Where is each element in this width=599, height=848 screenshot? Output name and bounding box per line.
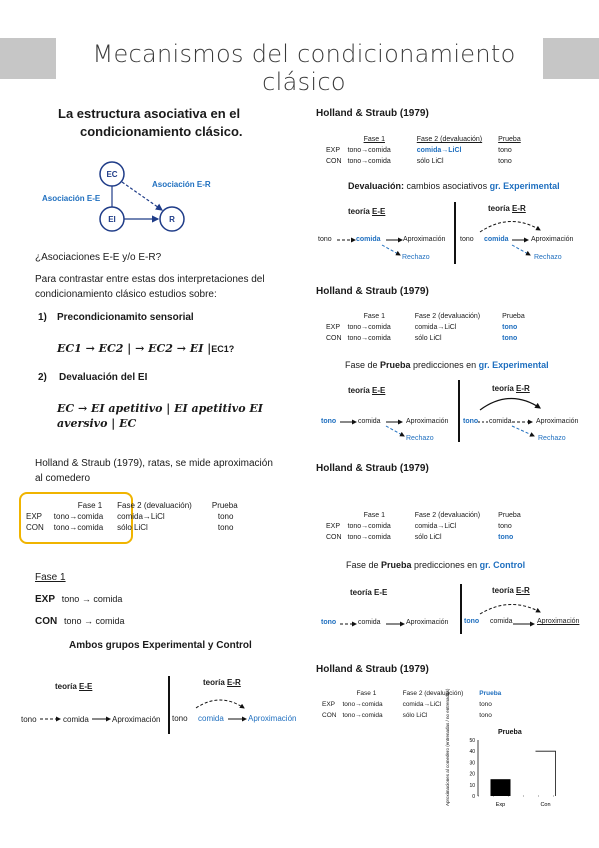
- chart-category-label: Con: [540, 802, 551, 808]
- table-header-prueba: Prueba: [479, 690, 502, 697]
- table-header-fase1: Fase 1: [363, 136, 385, 143]
- section-title-line-1: La estructura asociativa en el: [58, 106, 241, 121]
- table-cell: EXP: [326, 523, 341, 530]
- table-cell: CON: [326, 335, 342, 342]
- block2-rechazo-2: Rechazo: [538, 435, 566, 442]
- table-cell: comida→LiCl: [402, 701, 442, 708]
- table-cell: tono→comida: [342, 712, 383, 719]
- chart-category-label: Exp: [495, 802, 506, 808]
- block1-tono: tono: [318, 236, 332, 243]
- block2-aprox: Aproximación: [406, 418, 449, 425]
- table-cell: CON: [326, 534, 342, 541]
- header-bar-right: [543, 38, 599, 79]
- table-cell: tono→comida: [347, 335, 391, 342]
- table-cell: comida→LiCl: [117, 512, 165, 521]
- table-header-fase2: Fase 2 (devaluación): [416, 136, 483, 143]
- block3-title: Holland & Straub (1979): [316, 463, 429, 474]
- table-cell: sólo LiCl: [414, 335, 442, 342]
- block1-table: [326, 134, 527, 167]
- table-cell: tono→comida: [347, 523, 391, 530]
- theory-er-key: E-R: [227, 678, 241, 687]
- block1-theory-er: teoría E-R: [488, 204, 526, 213]
- paragraph-line-1: Para contrastar entre estas dos interpretaciones del: [35, 274, 265, 285]
- holland-text-line-1: Holland & Straub (1979), ratas, se mide aproximación: [35, 458, 273, 469]
- theory-aprox-2: Aproximación: [248, 714, 297, 723]
- theory-arrows-left: [0, 680, 300, 740]
- table-cell: sólo LiCl: [117, 523, 148, 532]
- block1-theory-ee: teoría E-E: [348, 207, 386, 216]
- table-header-prueba: Prueba: [502, 313, 525, 320]
- block3-tono: tono: [321, 619, 337, 626]
- block2-comida-2: comida: [489, 418, 512, 425]
- ambos-heading: Ambos grupos Experimental y Control: [69, 640, 252, 651]
- theory-comida-2: comida: [198, 714, 224, 723]
- chart-ylabel: Aproximaciones al comedero (entrenadas / no entrenadas): [445, 688, 450, 806]
- block3-aprox-2: Aproximación: [537, 618, 580, 625]
- chart-y-tick: 50: [469, 738, 475, 744]
- header-bar-left: [0, 38, 56, 79]
- table-cell: comida→LiCl: [414, 324, 457, 331]
- formula-1-main: EC1 → EC2 | → EC2 → EI |: [57, 342, 212, 355]
- table-cell: sólo LiCl: [402, 712, 428, 719]
- assoc-ee-label: Asociación E-E: [42, 194, 101, 203]
- table-header-fase2: Fase 2 (devaluación): [402, 690, 464, 697]
- chart-y-tick: 0: [472, 794, 475, 800]
- exp-text: tono → comida: [61, 594, 123, 604]
- table-cell: CON: [322, 712, 337, 719]
- table-header-fase2: Fase 2 (devaluación): [117, 501, 192, 510]
- node-ei-label: EI: [108, 215, 116, 224]
- table-cell: EXP: [326, 324, 341, 331]
- table-header-fase2: Fase 2 (devaluación): [414, 512, 481, 519]
- table-cell: tono: [479, 701, 492, 708]
- chart-bar-con: [536, 751, 556, 796]
- block1-aprox-2: Aproximación: [531, 236, 574, 243]
- table-cell: comida→LiCl: [416, 147, 462, 154]
- table-cell: tono: [498, 534, 514, 541]
- block2-title: Holland & Straub (1979): [316, 286, 429, 297]
- table-cell: tono→comida: [342, 701, 383, 708]
- table-cell: tono→comida: [347, 147, 391, 154]
- paragraph-line-2: condicionamiento clásico estudios sobre:: [35, 289, 217, 300]
- theory-ee-label: teoría E-E: [55, 682, 93, 691]
- table-cell: CON: [326, 158, 342, 165]
- con-line: [35, 616, 125, 627]
- chart-title: Prueba: [498, 729, 522, 736]
- block1-comida-2: comida: [484, 236, 509, 243]
- table-cell: tono: [502, 324, 518, 331]
- table-cell: tono→comida: [53, 523, 104, 532]
- block1-rechazo-2: Rechazo: [534, 254, 562, 261]
- table-cell: CON: [26, 523, 44, 532]
- theory-tono-2: tono: [172, 714, 188, 723]
- table-cell: tono: [498, 523, 512, 530]
- block1-title: Holland & Straub (1979): [316, 108, 429, 119]
- formula-1-suffix: EC1?: [211, 344, 235, 354]
- assoc-er-label: Asociación E-R: [152, 180, 211, 189]
- association-diagram: [30, 158, 270, 238]
- formula-2-line-1: EC → EI apetitivo | EI apetitivo EI: [57, 402, 263, 415]
- block2-comida: comida: [358, 418, 381, 425]
- block3-table: [326, 510, 527, 543]
- block2-aprox-2: Aproximación: [536, 418, 579, 425]
- table-cell: sólo LiCl: [416, 158, 444, 165]
- table-cell: tono: [479, 712, 492, 719]
- table-cell: tono: [498, 158, 512, 165]
- chart-y-tick: 20: [469, 771, 475, 778]
- block2-prueba-heading: Fase de Prueba predicciones en gr. Experimental: [345, 360, 549, 370]
- table-cell: EXP: [326, 147, 341, 154]
- question-text: ¿Asociaciones E-E y/o E-R?: [35, 252, 162, 263]
- table-header-prueba: Prueba: [498, 512, 521, 519]
- block3-arrows: [300, 580, 599, 640]
- table-cell: tono: [217, 523, 234, 532]
- block3-tono-2: tono: [464, 618, 480, 625]
- section-title-line-2: condicionamiento clásico.: [80, 124, 243, 139]
- chart-y-tick: 40: [469, 749, 475, 756]
- exp-line: [35, 594, 122, 605]
- table-header-fase1: Fase 1: [77, 501, 103, 510]
- block4-title: Holland & Straub (1979): [316, 664, 429, 675]
- node-r-label: R: [169, 215, 175, 224]
- list-item-2: Devaluación del EI: [59, 372, 148, 383]
- page-title: Mecanismos del condicionamiento clásico: [92, 40, 516, 96]
- design-table: [26, 500, 244, 533]
- theory-ee-key: E-E: [79, 682, 93, 691]
- list-item-2-number: 2): [38, 372, 47, 383]
- holland-text-line-2: al comedero: [35, 473, 91, 484]
- block4-table: [322, 688, 507, 721]
- block2-theory-ee: teoría E-E: [348, 386, 386, 395]
- formula-2-line-2: aversivo | EC: [57, 417, 137, 430]
- block2-tono-2: tono: [463, 418, 479, 425]
- table-header-prueba: Prueba: [211, 501, 238, 510]
- table-cell: EXP: [26, 512, 43, 521]
- table-cell: tono→comida: [347, 158, 391, 165]
- chart-bar-exp: [491, 779, 511, 796]
- block2-rechazo: Rechazo: [406, 435, 434, 442]
- con-label: CON: [35, 616, 58, 627]
- chart-y-tick: 10: [469, 782, 475, 789]
- block1-rechazo: Rechazo: [402, 254, 430, 261]
- list-item-1-number: 1): [38, 312, 47, 323]
- theory-comida: comida: [63, 715, 89, 724]
- exp-label: EXP: [35, 594, 56, 605]
- table-cell: tono: [498, 147, 512, 154]
- table-cell: tono→comida: [53, 512, 104, 521]
- fase1-label: Fase 1: [35, 572, 66, 583]
- theory-aprox: Aproximación: [112, 715, 161, 724]
- table-header-fase1: Fase 1: [356, 690, 377, 697]
- theory-er-label: teoría E-R: [203, 678, 241, 687]
- block2-theory-er: teoría E-R: [492, 384, 530, 393]
- table-cell: comida→LiCl: [414, 523, 457, 530]
- table-cell: tono: [217, 512, 234, 521]
- block2-tono: tono: [321, 418, 337, 425]
- table-cell: tono→comida: [347, 324, 391, 331]
- block3-prueba-heading: Fase de Prueba predicciones en gr. Control: [346, 560, 526, 570]
- block2-table: [326, 311, 531, 344]
- block1-devaluacion: Devaluación: cambios asociativos gr. Experimental: [348, 181, 560, 191]
- chart-y-tick: 30: [469, 760, 475, 767]
- table-cell: EXP: [322, 701, 336, 708]
- block3-comida: comida: [358, 619, 381, 626]
- block3-theory-er: teoría E-R: [492, 586, 530, 595]
- theory-tono: tono: [21, 715, 37, 724]
- block1-comida: comida: [356, 236, 381, 243]
- list-item-1: Precondicionamito sensorial: [57, 312, 194, 323]
- table-header-fase1: Fase 1: [363, 512, 385, 519]
- table-cell: sólo LiCl: [414, 534, 442, 541]
- node-ec-label: EC: [106, 170, 118, 179]
- table-header-prueba: Prueba: [498, 136, 521, 143]
- block1-tono-2: tono: [460, 236, 474, 243]
- table-cell: tono→comida: [347, 534, 391, 541]
- block3-theory-ee: teoría E-E: [350, 588, 388, 597]
- table-header-fase1: Fase 1: [363, 313, 385, 320]
- block1-aprox: Aproximación: [403, 236, 446, 243]
- table-header-fase2: Fase 2 (devaluación): [414, 313, 481, 320]
- formula-1: [57, 342, 234, 355]
- con-text: tono → comida: [64, 616, 125, 626]
- block3-comida-2: comida: [490, 618, 513, 625]
- table-cell: tono: [502, 335, 518, 342]
- block3-aprox: Aproximación: [406, 619, 449, 626]
